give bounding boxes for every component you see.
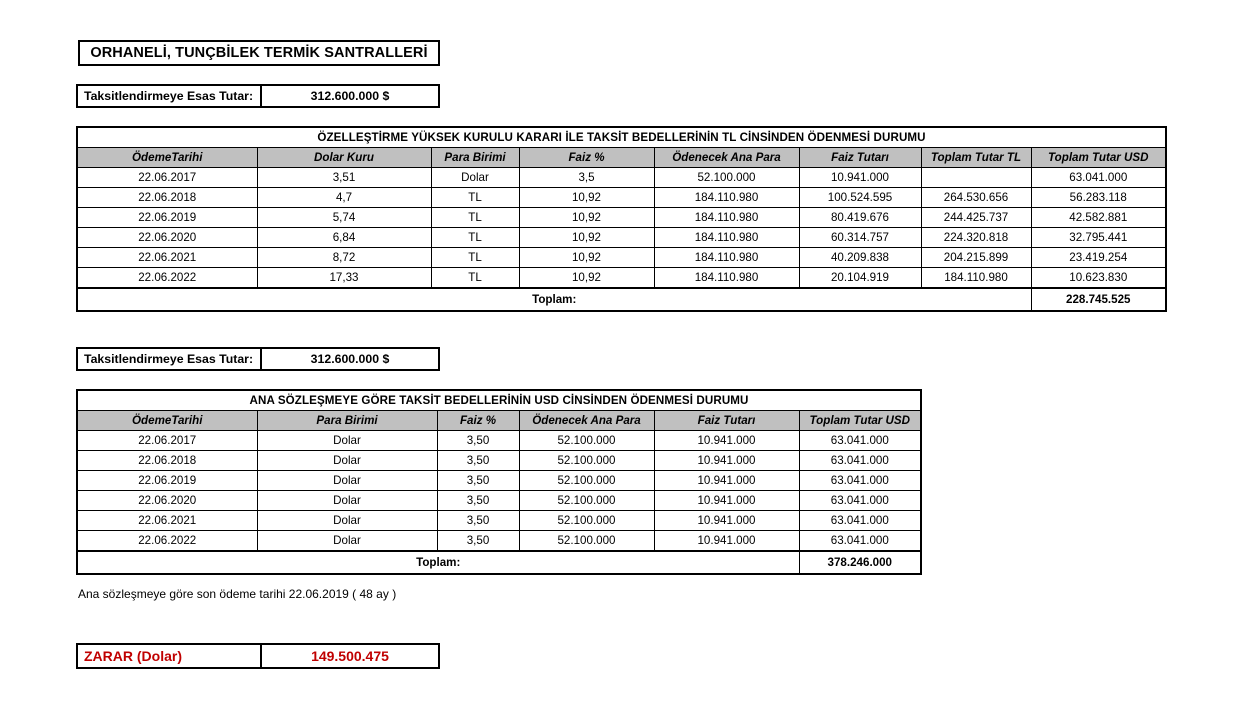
table2-col-toplam-tutar-usd: Toplam Tutar USD — [799, 411, 921, 431]
cell-odeme-tarihi: 22.06.2018 — [77, 451, 257, 471]
esas-tutar-box-2 — [76, 347, 440, 371]
cell-odenecek-ana-para: 184.110.980 — [654, 188, 799, 208]
cell-odenecek-ana-para: 184.110.980 — [654, 228, 799, 248]
cell-toplam-tutar-usd: 32.795.441 — [1031, 228, 1166, 248]
table-row — [77, 168, 1166, 188]
table2-col-odenecek-ana-para: Ödenecek Ana Para — [519, 411, 654, 431]
table1-col-odenecek-ana-para: Ödenecek Ana Para — [654, 148, 799, 168]
cell-faiz-tutari: 10.941.000 — [799, 168, 921, 188]
cell-faiz-yuzde: 10,92 — [519, 268, 654, 289]
cell-faiz-yuzde: 3,50 — [437, 451, 519, 471]
cell-faiz-yuzde: 3,5 — [519, 168, 654, 188]
cell-toplam-tutar-tl: 224.320.818 — [921, 228, 1031, 248]
cell-faiz-yuzde: 10,92 — [519, 188, 654, 208]
cell-faiz-yuzde: 10,92 — [519, 228, 654, 248]
usd-payment-table — [76, 389, 922, 575]
zarar-value: 149.500.475 — [260, 645, 438, 667]
cell-toplam-tutar-tl — [921, 168, 1031, 188]
cell-para-birimi: Dolar — [257, 431, 437, 451]
cell-faiz-yuzde: 10,92 — [519, 248, 654, 268]
table-row — [77, 491, 921, 511]
esas-tutar-box-1 — [76, 84, 440, 108]
cell-odenecek-ana-para: 52.100.000 — [519, 531, 654, 552]
cell-odeme-tarihi: 22.06.2021 — [77, 511, 257, 531]
cell-para-birimi: Dolar — [431, 168, 519, 188]
table-row — [77, 431, 921, 451]
cell-toplam-tutar-usd: 63.041.000 — [799, 531, 921, 552]
cell-para-birimi: Dolar — [257, 491, 437, 511]
cell-faiz-tutari: 60.314.757 — [799, 228, 921, 248]
cell-faiz-tutari: 100.524.595 — [799, 188, 921, 208]
cell-odenecek-ana-para: 52.100.000 — [654, 168, 799, 188]
cell-odenecek-ana-para: 52.100.000 — [519, 471, 654, 491]
table-row — [77, 188, 1166, 208]
cell-toplam-tutar-usd: 23.419.254 — [1031, 248, 1166, 268]
cell-odeme-tarihi: 22.06.2022 — [77, 268, 257, 289]
table-row — [77, 511, 921, 531]
table2-col-odeme-tarihi: ÖdemeTarihi — [77, 411, 257, 431]
table1-col-para-birimi: Para Birimi — [431, 148, 519, 168]
cell-toplam-tutar-usd: 63.041.000 — [799, 431, 921, 451]
cell-odenecek-ana-para: 52.100.000 — [519, 451, 654, 471]
cell-odeme-tarihi: 22.06.2017 — [77, 431, 257, 451]
cell-odenecek-ana-para: 52.100.000 — [519, 511, 654, 531]
esas-tutar-label-2: Taksitlendirmeye Esas Tutar: — [84, 352, 254, 366]
cell-toplam-tutar-usd: 63.041.000 — [1031, 168, 1166, 188]
footnote: Ana sözleşmeye göre son ödeme tarihi 22.06.2019 ( 48 ay ) — [78, 587, 397, 601]
cell-toplam-tutar-usd: 10.623.830 — [1031, 268, 1166, 289]
table-row — [77, 208, 1166, 228]
cell-faiz-tutari: 40.209.838 — [799, 248, 921, 268]
table-row — [77, 228, 1166, 248]
table1-header-row — [77, 148, 1166, 168]
cell-para-birimi: Dolar — [257, 531, 437, 552]
table2-col-faiz-yuzde: Faiz % — [437, 411, 519, 431]
tl-payment-table — [76, 126, 1167, 312]
cell-faiz-tutari: 10.941.000 — [654, 491, 799, 511]
table2-total-row — [77, 551, 921, 574]
esas-tutar-value-1: 312.600.000 $ — [260, 86, 438, 106]
table2-col-para-birimi: Para Birimi — [257, 411, 437, 431]
cell-para-birimi: TL — [431, 188, 519, 208]
cell-faiz-yuzde: 3,50 — [437, 511, 519, 531]
cell-toplam-tutar-usd: 42.582.881 — [1031, 208, 1166, 228]
table2-total-label: Toplam: — [77, 551, 799, 574]
cell-toplam-tutar-usd: 63.041.000 — [799, 471, 921, 491]
cell-faiz-tutari: 10.941.000 — [654, 471, 799, 491]
table2-header-row — [77, 411, 921, 431]
cell-para-birimi: TL — [431, 208, 519, 228]
zarar-box — [76, 643, 440, 669]
table1-col-odeme-tarihi: ÖdemeTarihi — [77, 148, 257, 168]
cell-odeme-tarihi: 22.06.2017 — [77, 168, 257, 188]
table1-total-value: 228.745.525 — [1031, 288, 1166, 311]
table-row — [77, 451, 921, 471]
cell-faiz-tutari: 80.419.676 — [799, 208, 921, 228]
document-title-box — [78, 40, 440, 66]
cell-para-birimi: TL — [431, 248, 519, 268]
esas-tutar-value-2: 312.600.000 $ — [260, 349, 438, 369]
table1-banner-row — [77, 127, 1166, 148]
table-row — [77, 471, 921, 491]
table1-banner: ÖZELLEŞTİRME YÜKSEK KURULU KARARI İLE TAKSİT BEDELLERİNİN TL CİNSİNDEN ÖDENMESİ DURUMU — [77, 127, 1166, 148]
table1-col-faiz-yuzde: Faiz % — [519, 148, 654, 168]
esas-tutar-label-1: Taksitlendirmeye Esas Tutar: — [84, 89, 254, 103]
cell-dolar-kuru: 8,72 — [257, 248, 431, 268]
cell-para-birimi: Dolar — [257, 451, 437, 471]
cell-odenecek-ana-para: 184.110.980 — [654, 248, 799, 268]
page-title: ORHANELİ, TUNÇBİLEK TERMİK SANTRALLERİ — [90, 45, 428, 61]
cell-toplam-tutar-tl: 204.215.899 — [921, 248, 1031, 268]
cell-toplam-tutar-usd: 56.283.118 — [1031, 188, 1166, 208]
table2-total-value: 378.246.000 — [799, 551, 921, 574]
cell-faiz-yuzde: 3,50 — [437, 491, 519, 511]
cell-para-birimi: Dolar — [257, 511, 437, 531]
table-row — [77, 268, 1166, 289]
table1-col-toplam-tutar-tl: Toplam Tutar TL — [921, 148, 1031, 168]
cell-odeme-tarihi: 22.06.2022 — [77, 531, 257, 552]
cell-faiz-yuzde: 3,50 — [437, 471, 519, 491]
zarar-label: ZARAR (Dolar) — [84, 648, 182, 664]
cell-toplam-tutar-usd: 63.041.000 — [799, 491, 921, 511]
cell-para-birimi: Dolar — [257, 471, 437, 491]
table2-col-faiz-tutari: Faiz Tutarı — [654, 411, 799, 431]
cell-toplam-tutar-tl: 184.110.980 — [921, 268, 1031, 289]
cell-faiz-tutari: 20.104.919 — [799, 268, 921, 289]
cell-dolar-kuru: 3,51 — [257, 168, 431, 188]
cell-para-birimi: TL — [431, 228, 519, 248]
cell-odeme-tarihi: 22.06.2020 — [77, 491, 257, 511]
cell-faiz-tutari: 10.941.000 — [654, 531, 799, 552]
cell-faiz-yuzde: 3,50 — [437, 531, 519, 552]
cell-dolar-kuru: 4,7 — [257, 188, 431, 208]
cell-odenecek-ana-para: 52.100.000 — [519, 431, 654, 451]
table2-banner-row — [77, 390, 921, 411]
cell-odeme-tarihi: 22.06.2018 — [77, 188, 257, 208]
cell-odenecek-ana-para: 52.100.000 — [519, 491, 654, 511]
cell-odeme-tarihi: 22.06.2020 — [77, 228, 257, 248]
cell-dolar-kuru: 5,74 — [257, 208, 431, 228]
table1-total-label: Toplam: — [77, 288, 1031, 311]
cell-dolar-kuru: 17,33 — [257, 268, 431, 289]
cell-odeme-tarihi: 22.06.2019 — [77, 208, 257, 228]
cell-odeme-tarihi: 22.06.2021 — [77, 248, 257, 268]
cell-faiz-tutari: 10.941.000 — [654, 431, 799, 451]
table1-total-row — [77, 288, 1166, 311]
cell-odenecek-ana-para: 184.110.980 — [654, 268, 799, 289]
cell-toplam-tutar-tl: 244.425.737 — [921, 208, 1031, 228]
cell-faiz-tutari: 10.941.000 — [654, 451, 799, 471]
table1-col-toplam-tutar-usd: Toplam Tutar USD — [1031, 148, 1166, 168]
cell-faiz-yuzde: 10,92 — [519, 208, 654, 228]
cell-toplam-tutar-usd: 63.041.000 — [799, 511, 921, 531]
table1-col-faiz-tutari: Faiz Tutarı — [799, 148, 921, 168]
cell-odeme-tarihi: 22.06.2019 — [77, 471, 257, 491]
table-row — [77, 248, 1166, 268]
cell-para-birimi: TL — [431, 268, 519, 289]
cell-toplam-tutar-usd: 63.041.000 — [799, 451, 921, 471]
cell-toplam-tutar-tl: 264.530.656 — [921, 188, 1031, 208]
cell-faiz-tutari: 10.941.000 — [654, 511, 799, 531]
table-row — [77, 531, 921, 552]
table2-banner: ANA SÖZLEŞMEYE GÖRE TAKSİT BEDELLERİNİN USD CİNSİNDEN ÖDENMESİ DURUMU — [77, 390, 921, 411]
table1-col-dolar-kuru: Dolar Kuru — [257, 148, 431, 168]
cell-odenecek-ana-para: 184.110.980 — [654, 208, 799, 228]
cell-faiz-yuzde: 3,50 — [437, 431, 519, 451]
cell-dolar-kuru: 6,84 — [257, 228, 431, 248]
